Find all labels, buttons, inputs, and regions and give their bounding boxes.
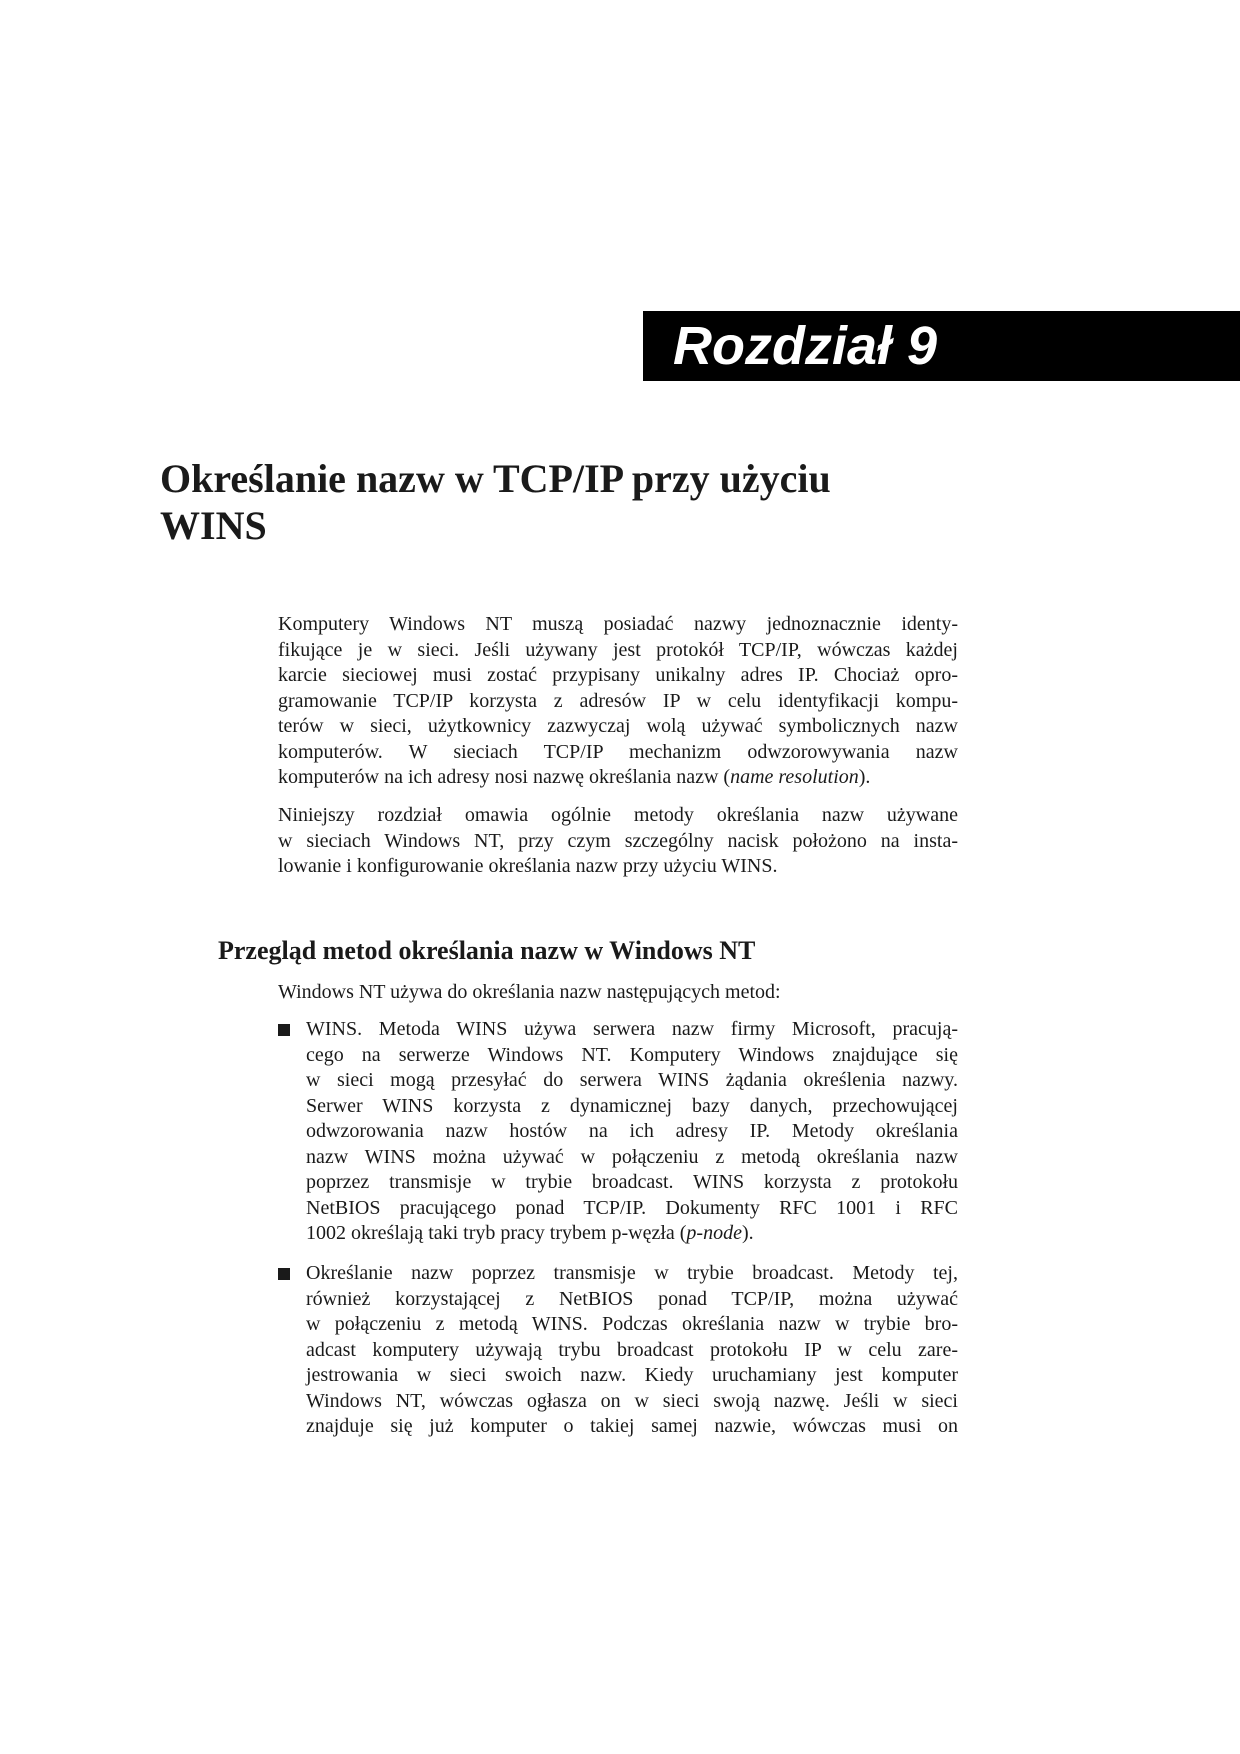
bullet-square-icon <box>278 1024 290 1036</box>
chapter-banner <box>643 311 1240 381</box>
intro-paragraph-2 <box>278 803 958 880</box>
text-run: ). <box>858 766 871 788</box>
list-item-text <box>306 1261 958 1440</box>
text-line: fikujące je w sieci. Jeśli używany jest protokół TCP/IP, wówczas każdej <box>278 638 958 661</box>
chapter-title <box>160 455 920 549</box>
section-heading: Przegląd metod określania nazw w Windows NT <box>218 936 756 965</box>
text-run: ). <box>741 1222 754 1244</box>
text-run: 1002 określają taki tryb pracy trybem p-węzła ( <box>306 1222 687 1244</box>
text-line: terów w sieci, użytkownicy zazwyczaj wolą używać symbolicznych nazw <box>278 715 958 737</box>
text-line: WINS. Metoda WINS używa serwera nazw firmy Microsoft, pracują- <box>306 1018 958 1040</box>
text-line: gramowanie TCP/IP korzysta z adresów IP w celu identyfikacji kompu- <box>278 689 958 712</box>
section-lead <box>278 980 958 1006</box>
text-line: cego na serwerze Windows NT. Komputery Windows znajdujące się <box>306 1043 958 1066</box>
bullet-square-icon <box>278 1268 290 1280</box>
text-line: komputerów. W sieciach TCP/IP mechanizm odwzorowywania nazw <box>278 740 958 763</box>
chapter-title-line: Określanie nazw w TCP/IP przy użyciu <box>160 456 831 501</box>
text-line: Windows NT, wówczas ogłasza on w sieci swoją nazwę. Jeśli w sieci <box>306 1389 958 1412</box>
text-line <box>278 765 958 791</box>
text-line: karcie sieciowej musi zostać przypisany unikalny adres IP. Chociaż opro- <box>278 664 958 686</box>
text-line: lowanie i konfigurowanie określania nazw przy użyciu WINS. <box>278 855 778 877</box>
text-line: Serwer WINS korzysta z dynamicznej bazy danych, przechowującej <box>306 1094 958 1117</box>
text-line: NetBIOS pracującego ponad TCP/IP. Dokumenty RFC 1001 i RFC <box>306 1196 958 1219</box>
text-line: adcast komputery używają trybu broadcast protokołu IP w celu zare- <box>306 1338 958 1361</box>
text-line: Niniejszy rozdział omawia ogólnie metody określania nazw używane <box>278 804 958 826</box>
english-term: p-node <box>686 1222 742 1244</box>
text-line: nazw WINS można używać w połączeniu z metodą określania nazw <box>306 1145 958 1168</box>
text-line: Windows NT używa do określania nazw następujących metod: <box>278 981 781 1003</box>
intro-paragraph-1 <box>278 612 958 791</box>
english-term: name resolution <box>730 766 859 788</box>
text-line: odwzorowania nazw hostów na ich adresy IP. Metody określania <box>306 1120 958 1142</box>
text-line <box>306 1221 958 1247</box>
text-line: w sieciach Windows NT, przy czym szczególny nacisk położono na insta- <box>278 829 958 852</box>
text-run: komputerów na ich adresy nosi nazwę określania nazw ( <box>278 766 731 788</box>
text-line: znajduje się już komputer o takiej samej nazwie, wówczas musi on <box>306 1415 958 1437</box>
text-line: Komputery Windows NT muszą posiadać nazwy jednoznacznie identy- <box>278 613 958 635</box>
text-line: w połączeniu z metodą WINS. Podczas określania nazw w trybie bro- <box>306 1313 958 1335</box>
text-line: Określanie nazw poprzez transmisje w trybie broadcast. Metody tej, <box>306 1262 958 1284</box>
text-line: również korzystającej z NetBIOS ponad TCP/IP, można używać <box>306 1287 958 1310</box>
list-item-text <box>306 1017 958 1247</box>
text-line: jestrowania w sieci swoich nazw. Kiedy uruchamiany jest komputer <box>306 1364 958 1386</box>
text-line: poprzez transmisje w trybie broadcast. WINS korzysta z protokołu <box>306 1171 958 1193</box>
chapter-title-line: WINS <box>160 503 267 548</box>
chapter-label: Rozdział 9 <box>673 316 938 376</box>
text-line: w sieci mogą przesyłać do serwera WINS żądania określenia nazwy. <box>306 1069 958 1091</box>
